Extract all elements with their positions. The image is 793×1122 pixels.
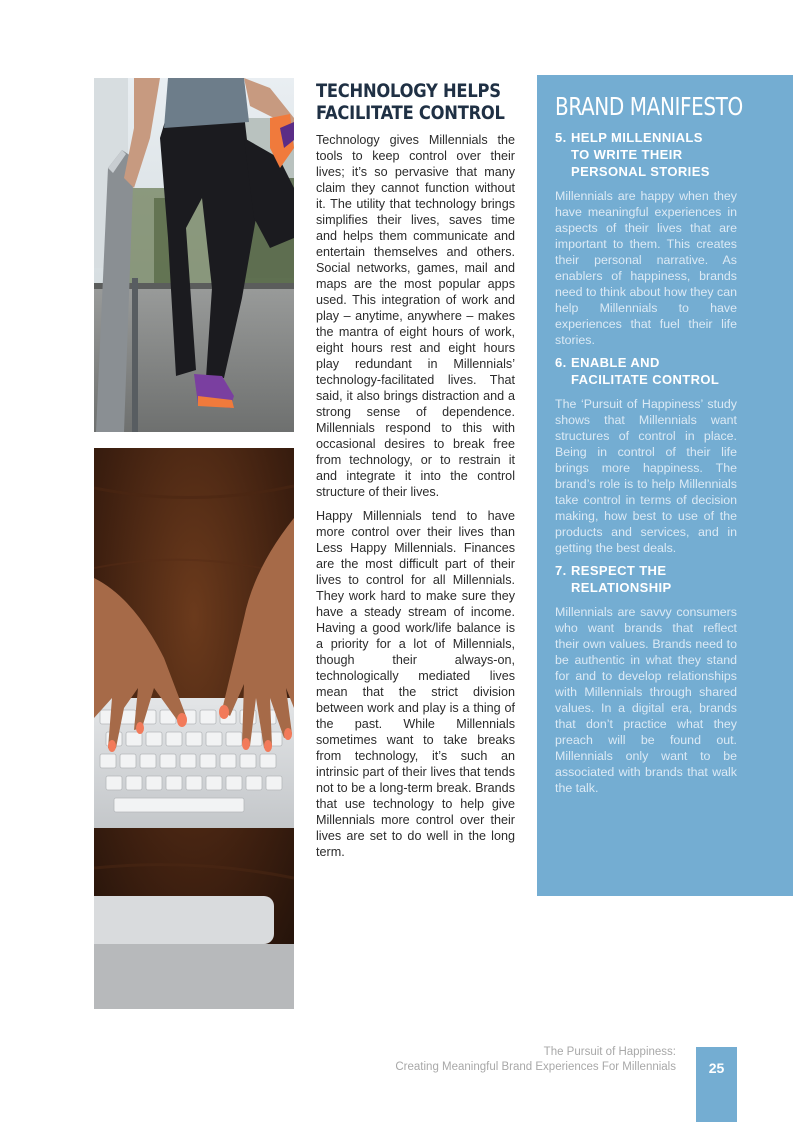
manifesto-point-number: 6. [555, 355, 567, 370]
page-number-tab [696, 1047, 737, 1122]
manifesto-point [555, 562, 737, 796]
manifesto-point-heading-line2: TO WRITE THEIR PERSONAL STORIES [571, 147, 710, 179]
manifesto-point-heading-line1: RESPECT THE [571, 563, 667, 578]
article-paragraph: Technology gives Millennials the tools to keep control over their lives; it’s so pervasive that many claim they cannot function without it. The utility that technology brings simplifies their lives, saves time and helps them communicate and entertain themselves and others. Social networks, games, mail and maps are the most popular apps used. This integration of work and play – anytime, anywhere – makes the mantra of eight hours of work, eight hours rest and eight hours play redundant in Millennials’ technology-facilitated lives. That said, it also brings distraction and a strong sense of dependence. Millennials respond to this with occasional desires to break free from technology, or to restrain it and integrate it into the control structure of their lives. [316, 133, 515, 499]
manifesto-point-body: Millennials are savvy consumers who want brands that reflect their own values. Brands need to be authentic in what they stand for and to develop relationships with Millennials through shared values. In a digital era, brands that don’t practice what they preach will be found out. Millennials only want to be associated with brands that walk the talk. [555, 605, 737, 795]
manifesto-point-body: Millennials are happy when they have meaningful experiences in aspects of their lives that are important to them. This creates their personal narrative. As enablers of happiness, brands need to think about how they can help Millennials to have experiences that fuel their life stories. [555, 189, 737, 347]
footer-line1: The Pursuit of Happiness: [543, 1046, 676, 1058]
footer-line2: Creating Meaningful Brand Experiences For Millennials [395, 1061, 676, 1073]
manifesto-point-heading-line2: RELATIONSHIP [571, 580, 672, 595]
manifesto-point-number: 7. [555, 563, 567, 578]
article-heading-line2: FACILITATE CONTROL [316, 102, 505, 124]
manifesto-point-heading-line1: ENABLE AND [571, 355, 660, 370]
photo-keyboard [94, 448, 294, 1009]
manifesto-point-heading [555, 354, 737, 388]
manifesto-point [555, 354, 737, 556]
article-heading-line1: TECHNOLOGY HELPS [316, 80, 501, 102]
article-column [316, 80, 515, 868]
manifesto-point-heading-line1: HELP MILLENNIALS [571, 130, 703, 145]
photo-runner [94, 78, 294, 432]
manifesto-point-number: 5. [555, 130, 567, 145]
brand-manifesto-panel [537, 75, 793, 896]
runner-illustration [94, 78, 294, 432]
article-heading [316, 80, 505, 124]
manifesto-point-body: The ‘Pursuit of Happiness’ study shows that Millennials want structures of control in place. Being in control of their life brings more happiness. The brand’s role is to help Millennials take control in terms of decision making, how best to use of the products and services, and in getting the best deals. [555, 397, 737, 555]
manifesto-point-heading [555, 129, 737, 180]
manifesto-point-heading [555, 562, 737, 596]
manifesto-title: BRAND MANIFESTO [555, 92, 743, 121]
footer-publication-title [395, 1045, 676, 1075]
page-number: 25 [708, 1060, 725, 1076]
manifesto-point [555, 129, 737, 348]
hands-typing-illustration [94, 448, 294, 1009]
manifesto-point-heading-line2: FACILITATE CONTROL [571, 372, 720, 387]
article-paragraph: Happy Millennials tend to have more control over their lives than Less Happy Millennials. Finances are the most difficult part of their lives to control for all Millennials. They work hard to make sure they have a steady stream of income. Having a good work/life balance is a priority for a lot of Millennials, though their always-on, technologically mediated lives mean that the strict division between work and play is a thing of the past. While Millennials sometimes want to take breaks from technology, it’s such an intrinsic part of their lives that tends not to be a long-term break. Brands that use technology to help give Millennials more control over their lives are set to do well in the long term. [316, 509, 515, 859]
